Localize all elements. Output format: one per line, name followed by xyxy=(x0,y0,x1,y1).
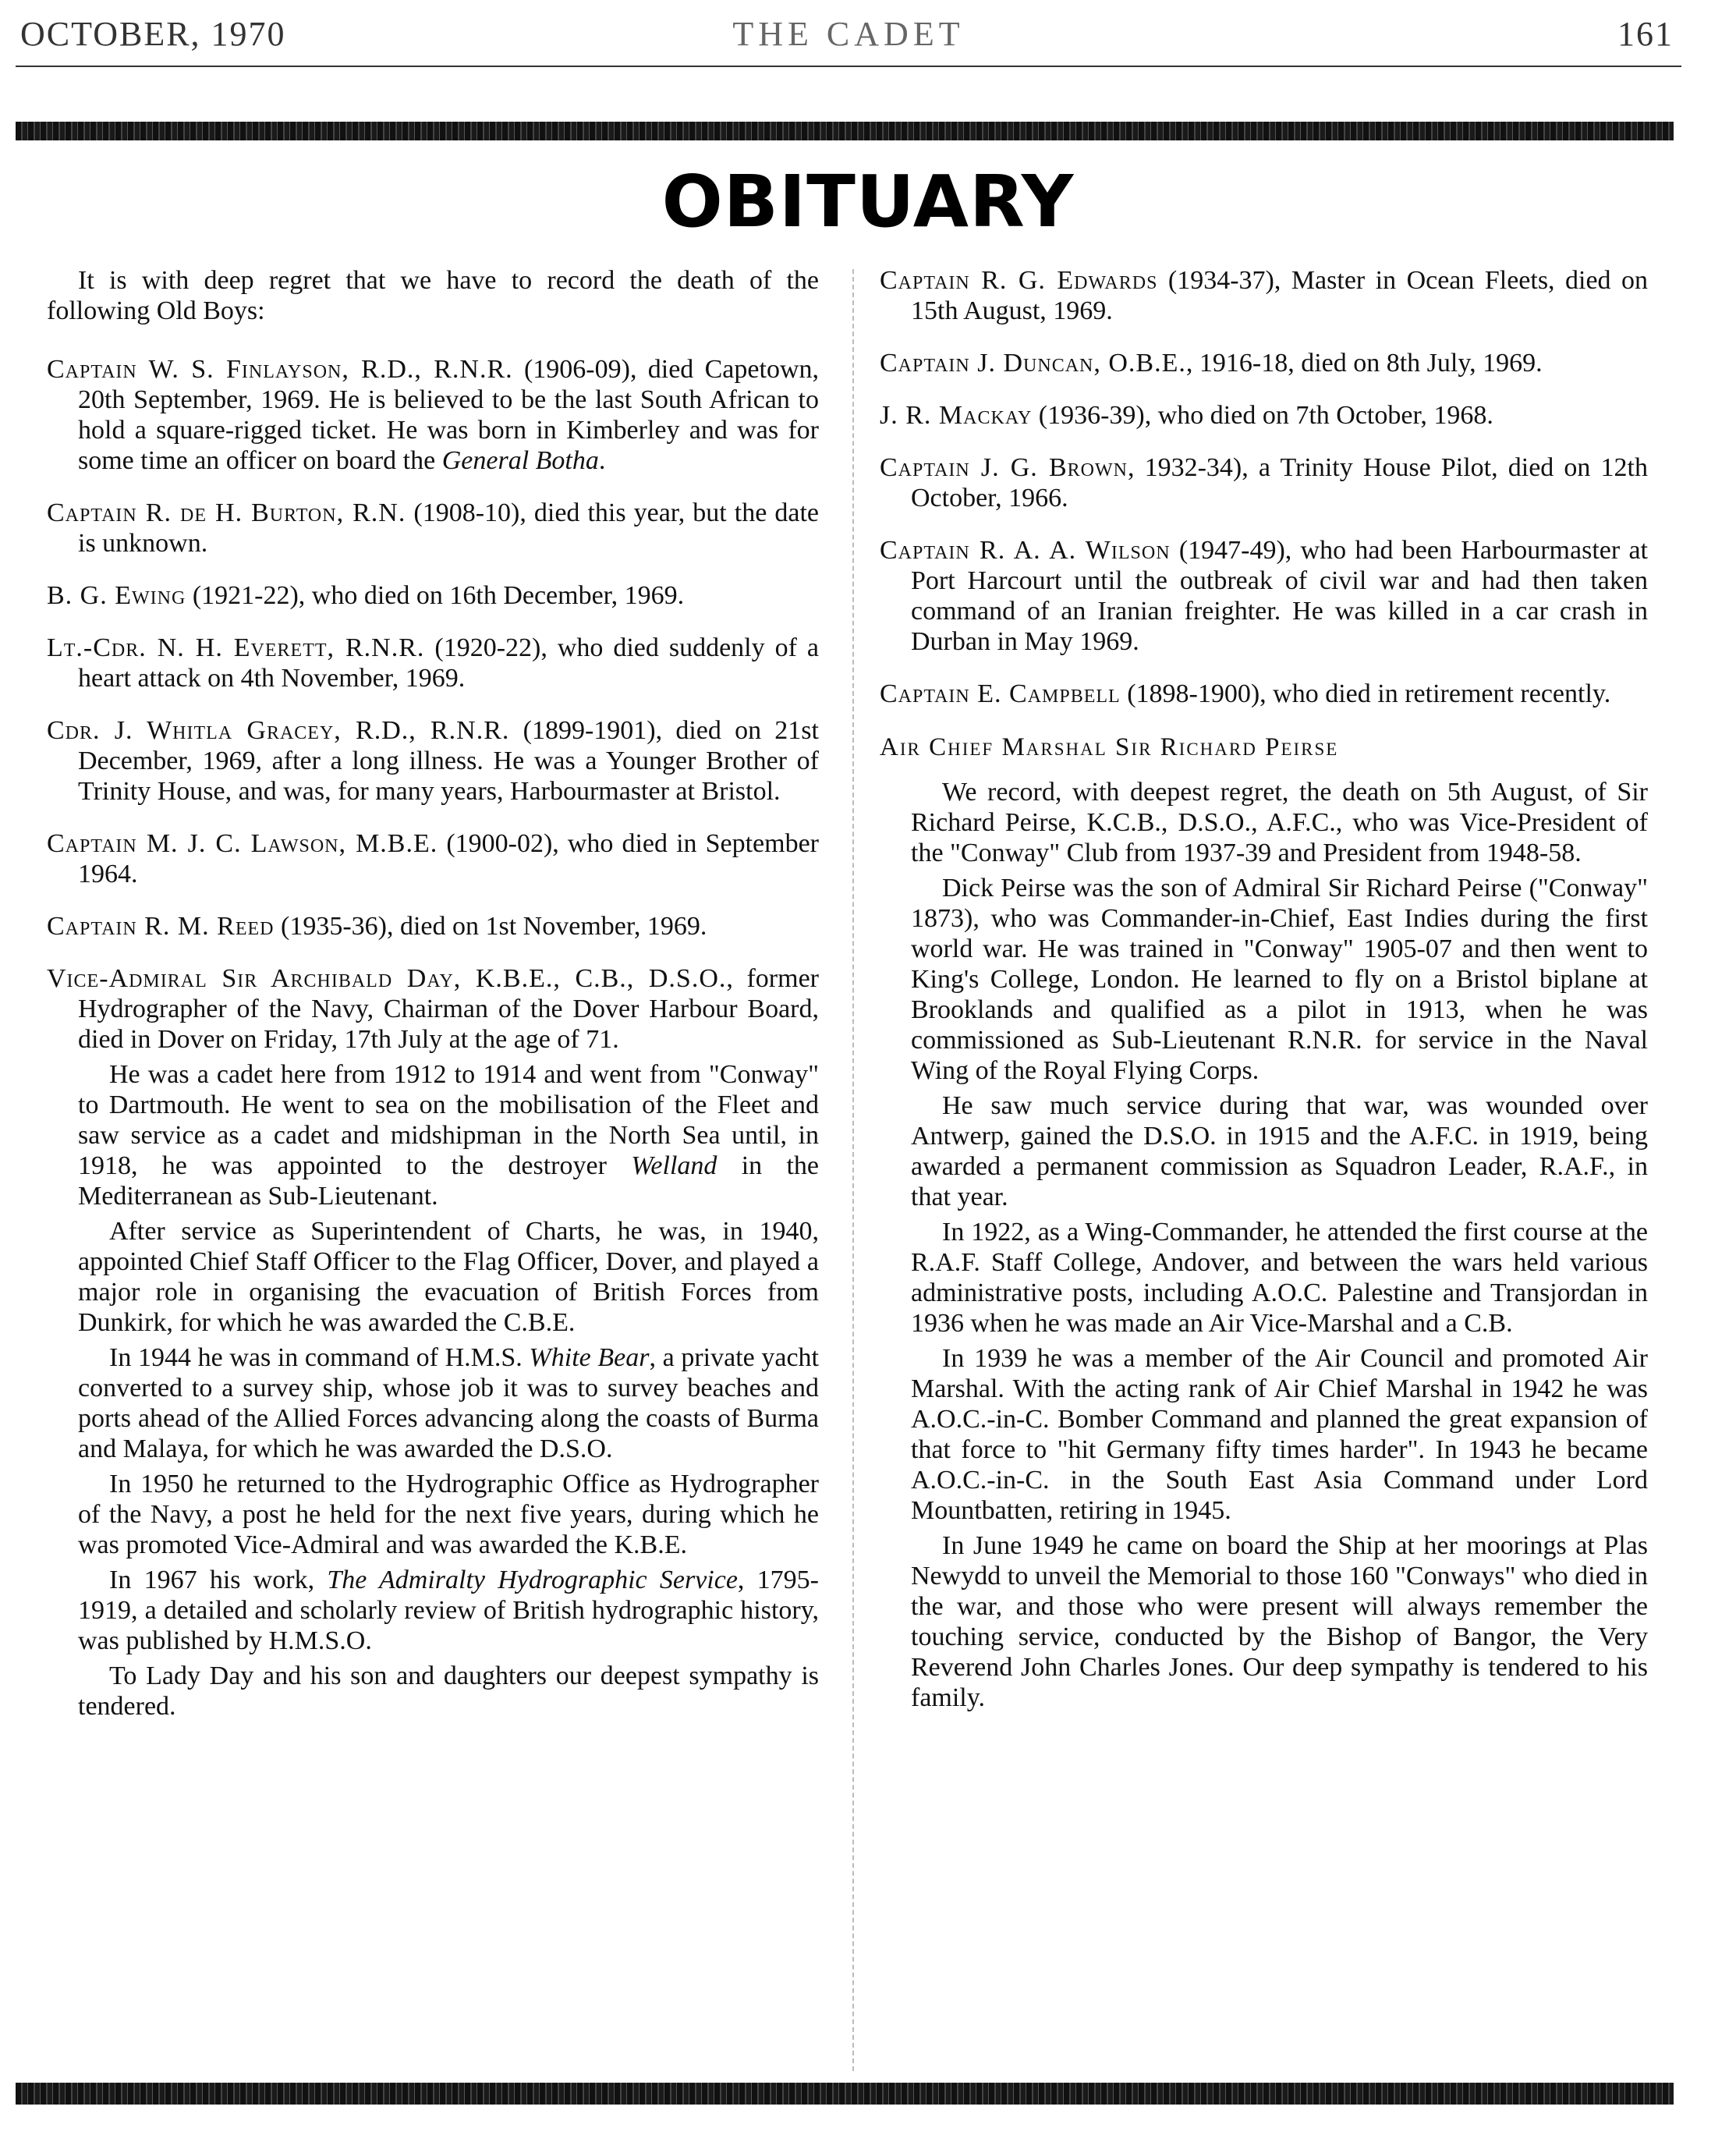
obituary-entry xyxy=(880,348,1648,378)
obituary-entry xyxy=(47,828,819,889)
entry-name: Captain J. Duncan, O.B.E. xyxy=(880,349,1186,378)
paragraph-text: , 1795-1919, a detailed and scholarly review of British hydrographic history, was published by H.M.S.O. xyxy=(78,1566,819,1655)
entry-name: Captain R. G. Edwards xyxy=(880,266,1158,295)
entry-text: , 1916-18, died on 8th July, 1969. xyxy=(1185,349,1543,378)
entry-text: (1935-36), died on 1st November, 1969. xyxy=(274,912,707,941)
entry-text: , 1932-34), a Trinity House Pilot, died on 12th October, 1966. xyxy=(911,453,1648,512)
entry-text: , former Hydrographer of the Navy, Chairman of the Dover Harbour Board, died in Dover on Friday, 17th July at the age of 71. xyxy=(78,964,819,1054)
paragraph-text: , a private yacht converted to a survey ship, whose job it was to survey beaches and ports ahead of the Allied Forces advancing along the coasts of Burma and Malaya, for which he was awarded the D.S.O. xyxy=(78,1343,819,1463)
paragraph-text: in the Mediterranean as Sub-Lieutenant. xyxy=(78,1151,820,1211)
book-title: The Admiralty Hydrographic Service xyxy=(327,1566,738,1594)
right-column xyxy=(880,265,1648,1718)
obituary-entry xyxy=(880,400,1648,431)
obituary-paragraph: Dick Peirse was the son of Admiral Sir Richard Peirse ("Conway" 1873), who was Commander-in-Chief, East Indies during the first world war. He was trained in "Conway" 1905-07 and then went to King's College, London. He learned to fly on a Bristol biplane at Brooklands and qualified as a pilot in 1913, when he was commissioned as Sub-Lieutenant R.N.R. for service in the Naval Wing of the Royal Flying Corps. xyxy=(911,874,1648,1085)
page-number: 161 xyxy=(1617,15,1674,53)
obituary-entry xyxy=(880,535,1648,657)
obituary-entry xyxy=(47,715,819,807)
entry-name: Captain R. M. Reed xyxy=(47,912,275,941)
top-decorative-rule xyxy=(16,122,1674,140)
entry-name: Lt.-Cdr. N. H. Everett, R.N.R. xyxy=(47,633,425,662)
obituary-paragraph: After service as Superintendent of Charts, he was, in 1940, appointed Chief Staff Officer to the Flag Officer, Dover, and played a major role in organising the evacuation of British Forces from Dunkirk, for which he was awarded the C.B.E. xyxy=(78,1217,819,1337)
entry-text: (1920-22), who died suddenly of a heart attack on 4th November, 1969. xyxy=(78,633,819,693)
entry-name: Captain J. G. Brown xyxy=(880,453,1128,482)
obituary-entry xyxy=(47,498,819,559)
section-heading: Air Chief Marshal Sir Richard Peirse xyxy=(880,733,1339,761)
obituary-entry xyxy=(47,633,819,693)
ship-name: White Bear xyxy=(529,1343,650,1372)
column-divider xyxy=(852,269,854,2071)
entry-text: (1900-02), who died in September 1964. xyxy=(78,829,819,888)
entry-name: Captain R. A. A. Wilson xyxy=(880,536,1171,565)
entry-name: B. G. Ewing xyxy=(47,581,186,610)
obituary-paragraph: In 1950 he returned to the Hydrographic Office as Hydrographer of the Navy, a post he held for the next five years, during which he was promoted Vice-Admiral and was awarded the K.B.E. xyxy=(78,1470,819,1559)
obituary-paragraph: In 1939 he was a member of the Air Council and promoted Air Marshal. With the acting rank of Air Chief Marshal in 1942 he was A.O.C.-in-C. Bomber Command and planned the great expansion of that force to "hit Germany fifty times harder". In 1943 he became A.O.C.-in-C. in the South East Asia Command under Lord Mountbatten, retiring in 1945. xyxy=(911,1344,1648,1525)
obituary-paragraph xyxy=(47,1059,819,1211)
obituary-paragraph: To Lady Day and his son and daughters our deepest sympathy is tendered. xyxy=(78,1661,819,1721)
obituary-entry xyxy=(880,679,1648,709)
entry-name: Vice-Admiral Sir Archibald Day, K.B.E., C.B., D.S.O. xyxy=(47,964,727,993)
obituary-paragraph: In June 1949 he came on board the Ship at her moorings at Plas Newydd to unveil the Memorial to those 160 "Conways" who died in the war, and those who were present will always remember the touching service, conducted by the Bishop of Bangor, the Very Reverend John Charles Jones. Our deep sympathy is tendered to his family. xyxy=(911,1531,1648,1712)
paragraph-text: In 1967 his work, xyxy=(109,1566,328,1594)
day-obituary xyxy=(47,963,819,1722)
entry-text: (1906-09), died Capetown, 20th September, 1969. He is believed to be the last South African to hold a square-rigged ticket. He was born in Kimberley and was for some time an officer on board the xyxy=(78,355,819,475)
entry-text: (1947-49), who had been Harbourmaster at Port Harcourt until the outbreak of civil war and had then taken command of an Iranian freighter. He was killed in a car crash in Durban in May 1969. xyxy=(911,536,1648,656)
entry-text: (1899-1901), died on 21st December, 1969, after a long illness. He was a Younger Brother of Trinity House, and was, for many years, Harbourmaster at Bristol. xyxy=(78,716,819,806)
entry-name: Cdr. J. Whitla Gracey, R.D., R.N.R. xyxy=(47,716,510,745)
intro-paragraph: It is with deep regret that we have to record the death of the following Old Boys: xyxy=(47,266,819,325)
obituary-entry xyxy=(47,580,819,611)
paragraph-text: He was a cadet here from 1912 to 1914 and went from "Conway" to Dartmouth. He went to sea on the mobilisation of the Fleet and saw service as a cadet and midshipman in the North Sea until, in 1918, he was appointed to the destroyer xyxy=(78,1060,819,1180)
obituary-entry xyxy=(880,452,1648,513)
entry-name: Captain R. de H. Burton, R.N. xyxy=(47,498,406,527)
obituary-entry xyxy=(47,963,819,1055)
entry-name: Captain E. Campbell xyxy=(880,679,1121,708)
obituary-entry xyxy=(47,354,819,476)
ship-name: Welland xyxy=(631,1151,717,1180)
issue-date: OCTOBER, 1970 xyxy=(20,15,286,53)
left-column xyxy=(47,265,819,1740)
obituary-entry xyxy=(880,265,1648,326)
obituary-paragraph xyxy=(47,1342,819,1464)
obituary-paragraph: In 1922, as a Wing-Commander, he attended the first course at the R.A.F. Staff College, Andover, and between the wars held various administrative posts, including A.O.C. Palestine and Transjordan in 1936 when he was made an Air Vice-Marshal and a C.B. xyxy=(911,1218,1648,1338)
publication-title: THE CADET xyxy=(732,15,965,53)
obituary-paragraph: We record, with deepest regret, the death on 5th August, of Sir Richard Peirse, K.C.B., D.S.O., A.F.C., who was Vice-President of the "Conway" Club from 1937-39 and President from 1948-58. xyxy=(911,778,1648,867)
entry-name: Captain M. J. C. Lawson, M.B.E. xyxy=(47,829,438,858)
page-title: OBITUARY xyxy=(661,160,1075,243)
paragraph-text: In 1944 he was in command of H.M.S. xyxy=(109,1343,530,1372)
obituary-entry xyxy=(47,911,819,942)
entry-text: (1921-22), who died on 16th December, 1969. xyxy=(186,581,685,610)
obituary-paragraph: He saw much service during that war, was wounded over Antwerp, gained the D.S.O. in 1915 and the A.F.C. in 1919, being awarded a permanent commission as Squadron Leader, R.A.F., in that year. xyxy=(911,1091,1648,1211)
entry-text-tail: . xyxy=(598,446,606,475)
peirse-obituary xyxy=(880,732,1648,1713)
entry-text: (1898-1900), who died in retirement recently. xyxy=(1120,679,1611,708)
entry-name: Captain W. S. Finlayson, R.D., R.N.R. xyxy=(47,355,513,384)
page-header xyxy=(16,11,1681,67)
bottom-decorative-rule xyxy=(16,2083,1674,2105)
entry-text: (1908-10), died this year, but the date is unknown. xyxy=(78,498,819,558)
entry-name: J. R. Mackay xyxy=(880,401,1033,430)
entry-text: (1936-39), who died on 7th October, 1968. xyxy=(1032,401,1493,430)
obituary-paragraph xyxy=(47,1565,819,1656)
entry-text: (1934-37), Master in Ocean Fleets, died on 15th August, 1969. xyxy=(911,266,1648,325)
ship-name: General Botha xyxy=(441,446,599,475)
